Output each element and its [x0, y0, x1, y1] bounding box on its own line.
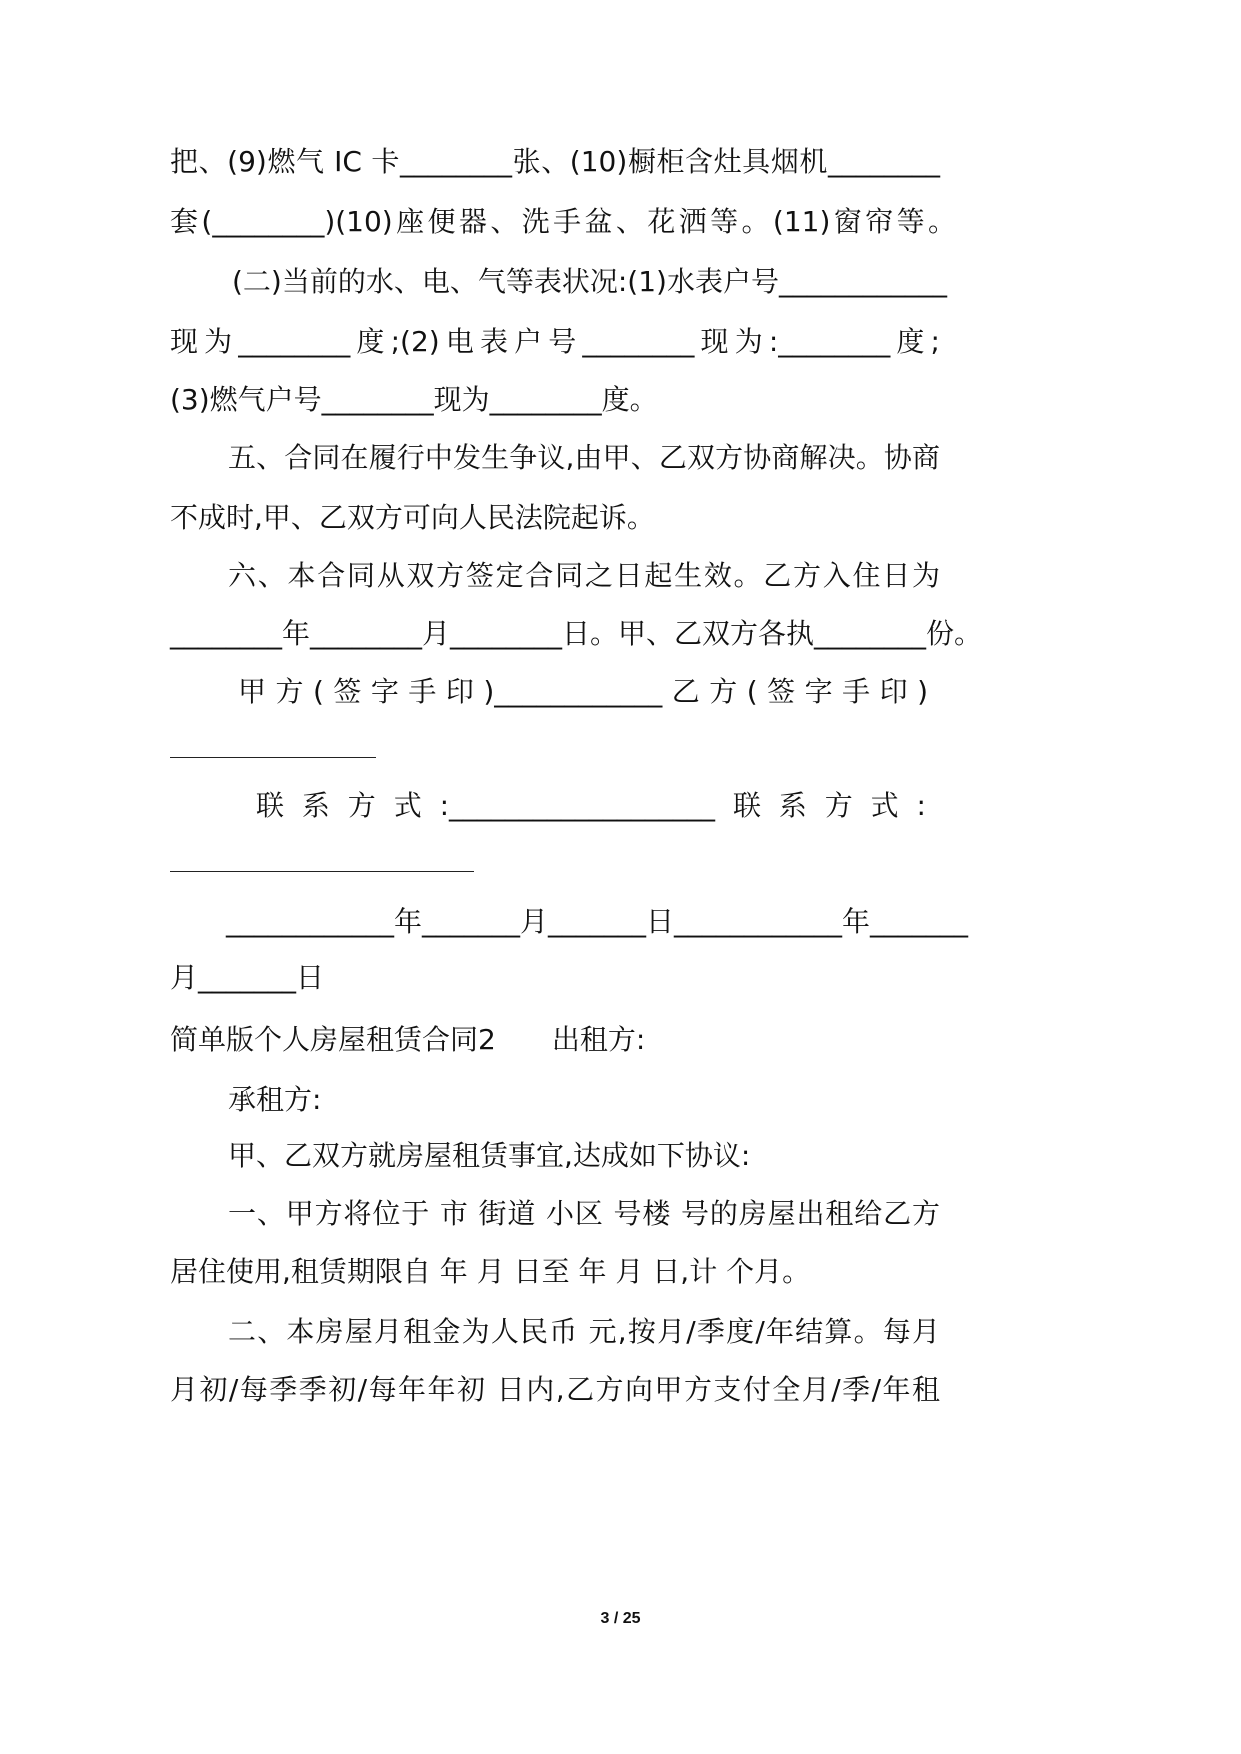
page-number: 3 / 25 [600, 1610, 641, 1627]
text-line-9: ________年________月________日。甲、乙双方各执________份。 [170, 617, 983, 650]
text-line-tenant: 承租方: [228, 1083, 322, 1116]
text-line-2: 套(________)(10)座便器、洗手盆、花洒等。(11)窗帘等。 [170, 205, 956, 238]
contract-title-line: 简单版个人房屋租赁合同2 出租方: [170, 1023, 646, 1056]
text-line-agreement: 甲、乙双方就房屋租赁事宜,达成如下协议: [228, 1139, 751, 1172]
text-line-clause-2a: 二、本房屋月租金为人民币 元,按月/季度/年结算。每月 [228, 1315, 940, 1348]
text-line-clause-2b: 月初/每季季初/每年年初 日内,乙方向甲方支付全月/季/年租 [170, 1373, 940, 1406]
signature-blank-line-1 [170, 756, 376, 758]
date-line-1: ____________年_______月_______日____________年_______ [226, 905, 969, 938]
date-line-2: 月_______日 [170, 961, 325, 994]
contact-line: 联系方式:___________________联系方式: [256, 789, 926, 822]
contact-blank-line [170, 870, 474, 872]
text-line-7: 不成时,甲、乙双方可向人民法院起诉。 [170, 501, 655, 534]
text-line-3: (二)当前的水、电、气等表状况:(1)水表户号____________ [232, 265, 947, 298]
signature-line-parties: 甲方(签字手印)____________乙方(签字手印) [238, 675, 928, 708]
text-line-4: 现为________度;(2)电表户号________现为:________度; [170, 325, 940, 358]
text-line-5: (3)燃气户号________现为________度。 [170, 383, 658, 416]
text-line-clause-1a: 一、甲方将位于 市 街道 小区 号楼 号的房屋出租给乙方 [228, 1197, 940, 1230]
text-line-1: 把、(9)燃气 IC 卡________张、(10)橱柜含灶具烟机________ [170, 145, 940, 178]
text-line-clause-1b: 居住使用,租赁期限自 年 月 日至 年 月 日,计 个月。 [170, 1255, 811, 1288]
text-line-8: 六、本合同从双方签定合同之日起生效。乙方入住日为 [228, 559, 940, 592]
text-line-6: 五、合同在履行中发生争议,由甲、乙双方协商解决。协商 [228, 441, 940, 474]
